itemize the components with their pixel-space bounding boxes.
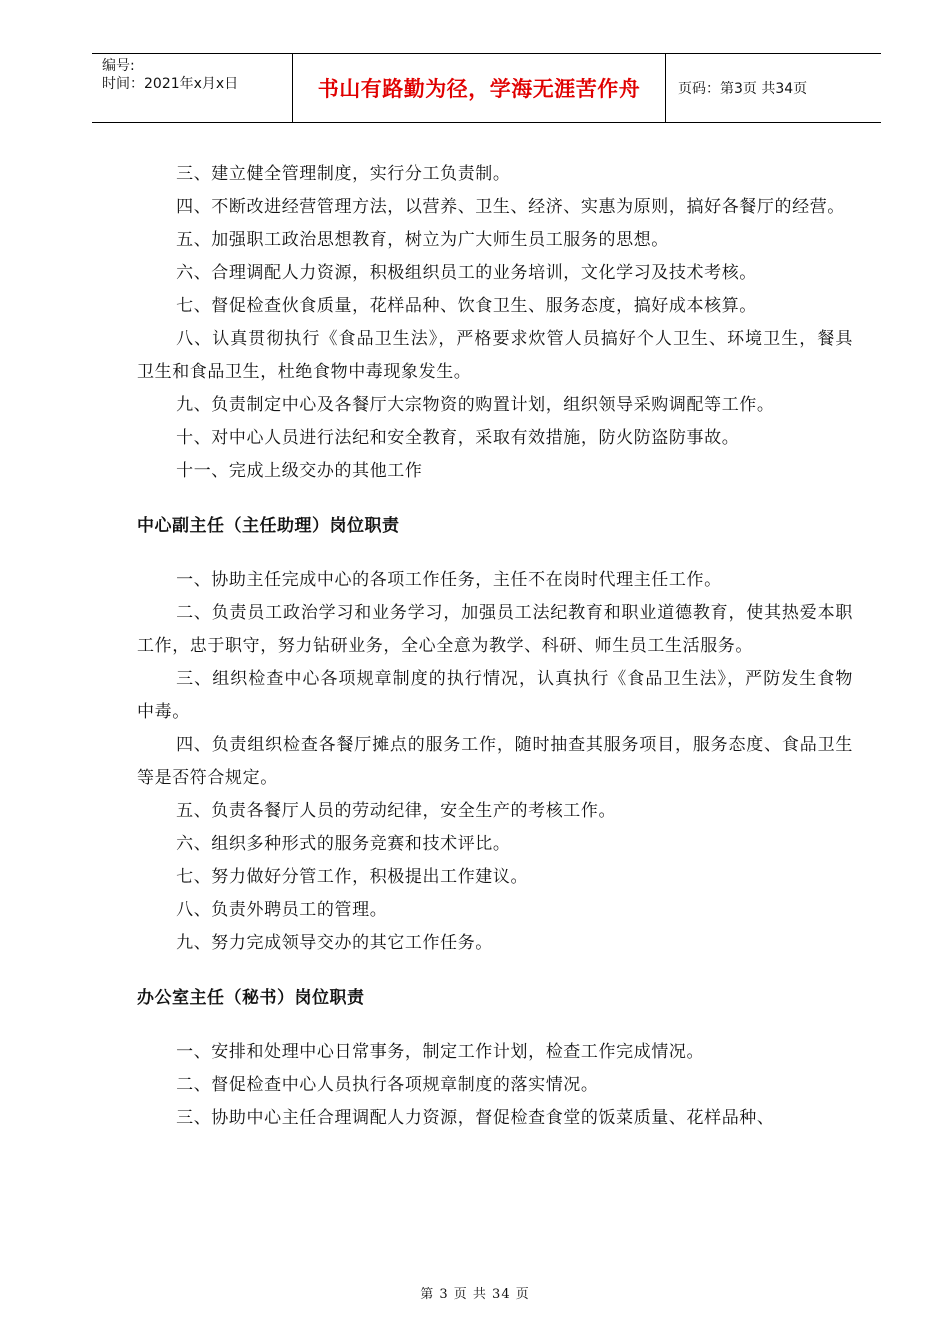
paragraph: 五、加强职工政治思想教育，树立为广大师生员工服务的思想。: [176, 230, 669, 250]
paragraph: 四、负责组织检查各餐厅摊点的服务工作，随时抽查其服务项目，服务态度、食品卫生等是否符合规定。: [137, 735, 853, 788]
paragraph: 二、负责员工政治学习和业务学习，加强员工法纪教育和职业道德教育，使其热爱本职工作，忠于职守，努力钻研业务，全心全意为教学、科研、师生员工生活服务。: [137, 603, 853, 656]
paragraph: 三、组织检查中心各项规章制度的执行情况，认真执行《食品卫生法》，严防发生食物中毒。: [137, 669, 853, 722]
section-director-duties: [137, 158, 853, 488]
paragraph: 十、对中心人员进行法纪和安全教育，采取有效措施，防火防盗防事故。: [176, 428, 740, 448]
document-body: [137, 158, 853, 1135]
paragraph: 五、负责各餐厅人员的劳动纪律，安全生产的考核工作。: [176, 801, 617, 821]
header-motto: 书山有路勤为径，学海无涯苦作舟: [293, 54, 666, 122]
paragraph: 一、协助主任完成中心的各项工作任务，主任不在岗时代理主任工作。: [176, 570, 722, 590]
paragraph: 六、合理调配人力资源，积极组织员工的业务培训，文化学习及技术考核。: [176, 263, 757, 283]
paragraph: 三、协助中心主任合理调配人力资源，督促检查食堂的饭菜质量、花样品种、: [176, 1108, 775, 1128]
code-label: 编号:: [102, 58, 135, 74]
paragraph: 四、不断改进经营管理方法，以营养、卫生、经济、实惠为原则，搞好各餐厅的经营。: [176, 197, 845, 217]
paragraph: 七、督促检查伙食质量，花样品种、饮食卫生、服务态度，搞好成本核算。: [176, 296, 757, 316]
paragraph: 二、督促检查中心人员执行各项规章制度的落实情况。: [176, 1075, 599, 1095]
paragraph: 九、努力完成领导交办的其它工作任务。: [176, 933, 493, 953]
paragraph: 十一、完成上级交办的其他工作: [176, 461, 423, 481]
header-meta: [92, 54, 293, 122]
section-office-director-duties: [137, 1036, 853, 1135]
paragraph: 九、负责制定中心及各餐厅大宗物资的购置计划，组织领导采购调配等工作。: [176, 395, 775, 415]
paragraph: 三、建立健全管理制度，实行分工负责制。: [176, 164, 511, 184]
paragraph: 八、负责外聘员工的管理。: [176, 900, 388, 920]
time-label: 时间：2021年x月x日: [102, 76, 239, 92]
paragraph: 七、努力做好分管工作，积极提出工作建议。: [176, 867, 529, 887]
paragraph: 六、组织多种形式的服务竞赛和技术评比。: [176, 834, 511, 854]
page-footer: 第 3 页 共 34 页: [420, 1287, 530, 1302]
header-page-number: 页码：第3页 共34页: [678, 81, 808, 97]
section-heading-deputy-director: 中心副主任（主任助理）岗位职责: [137, 516, 400, 536]
section-deputy-director-duties: [137, 564, 853, 960]
section-heading-office-director: 办公室主任（秘书）岗位职责: [137, 988, 365, 1008]
paragraph: 一、安排和处理中心日常事务，制定工作计划，检查工作完成情况。: [176, 1042, 705, 1062]
paragraph: 八、认真贯彻执行《食品卫生法》，严格要求炊管人员搞好个人卫生、环境卫生，餐具卫生和食品卫生，杜绝食物中毒现象发生。: [137, 329, 853, 382]
page-header: [92, 53, 881, 123]
